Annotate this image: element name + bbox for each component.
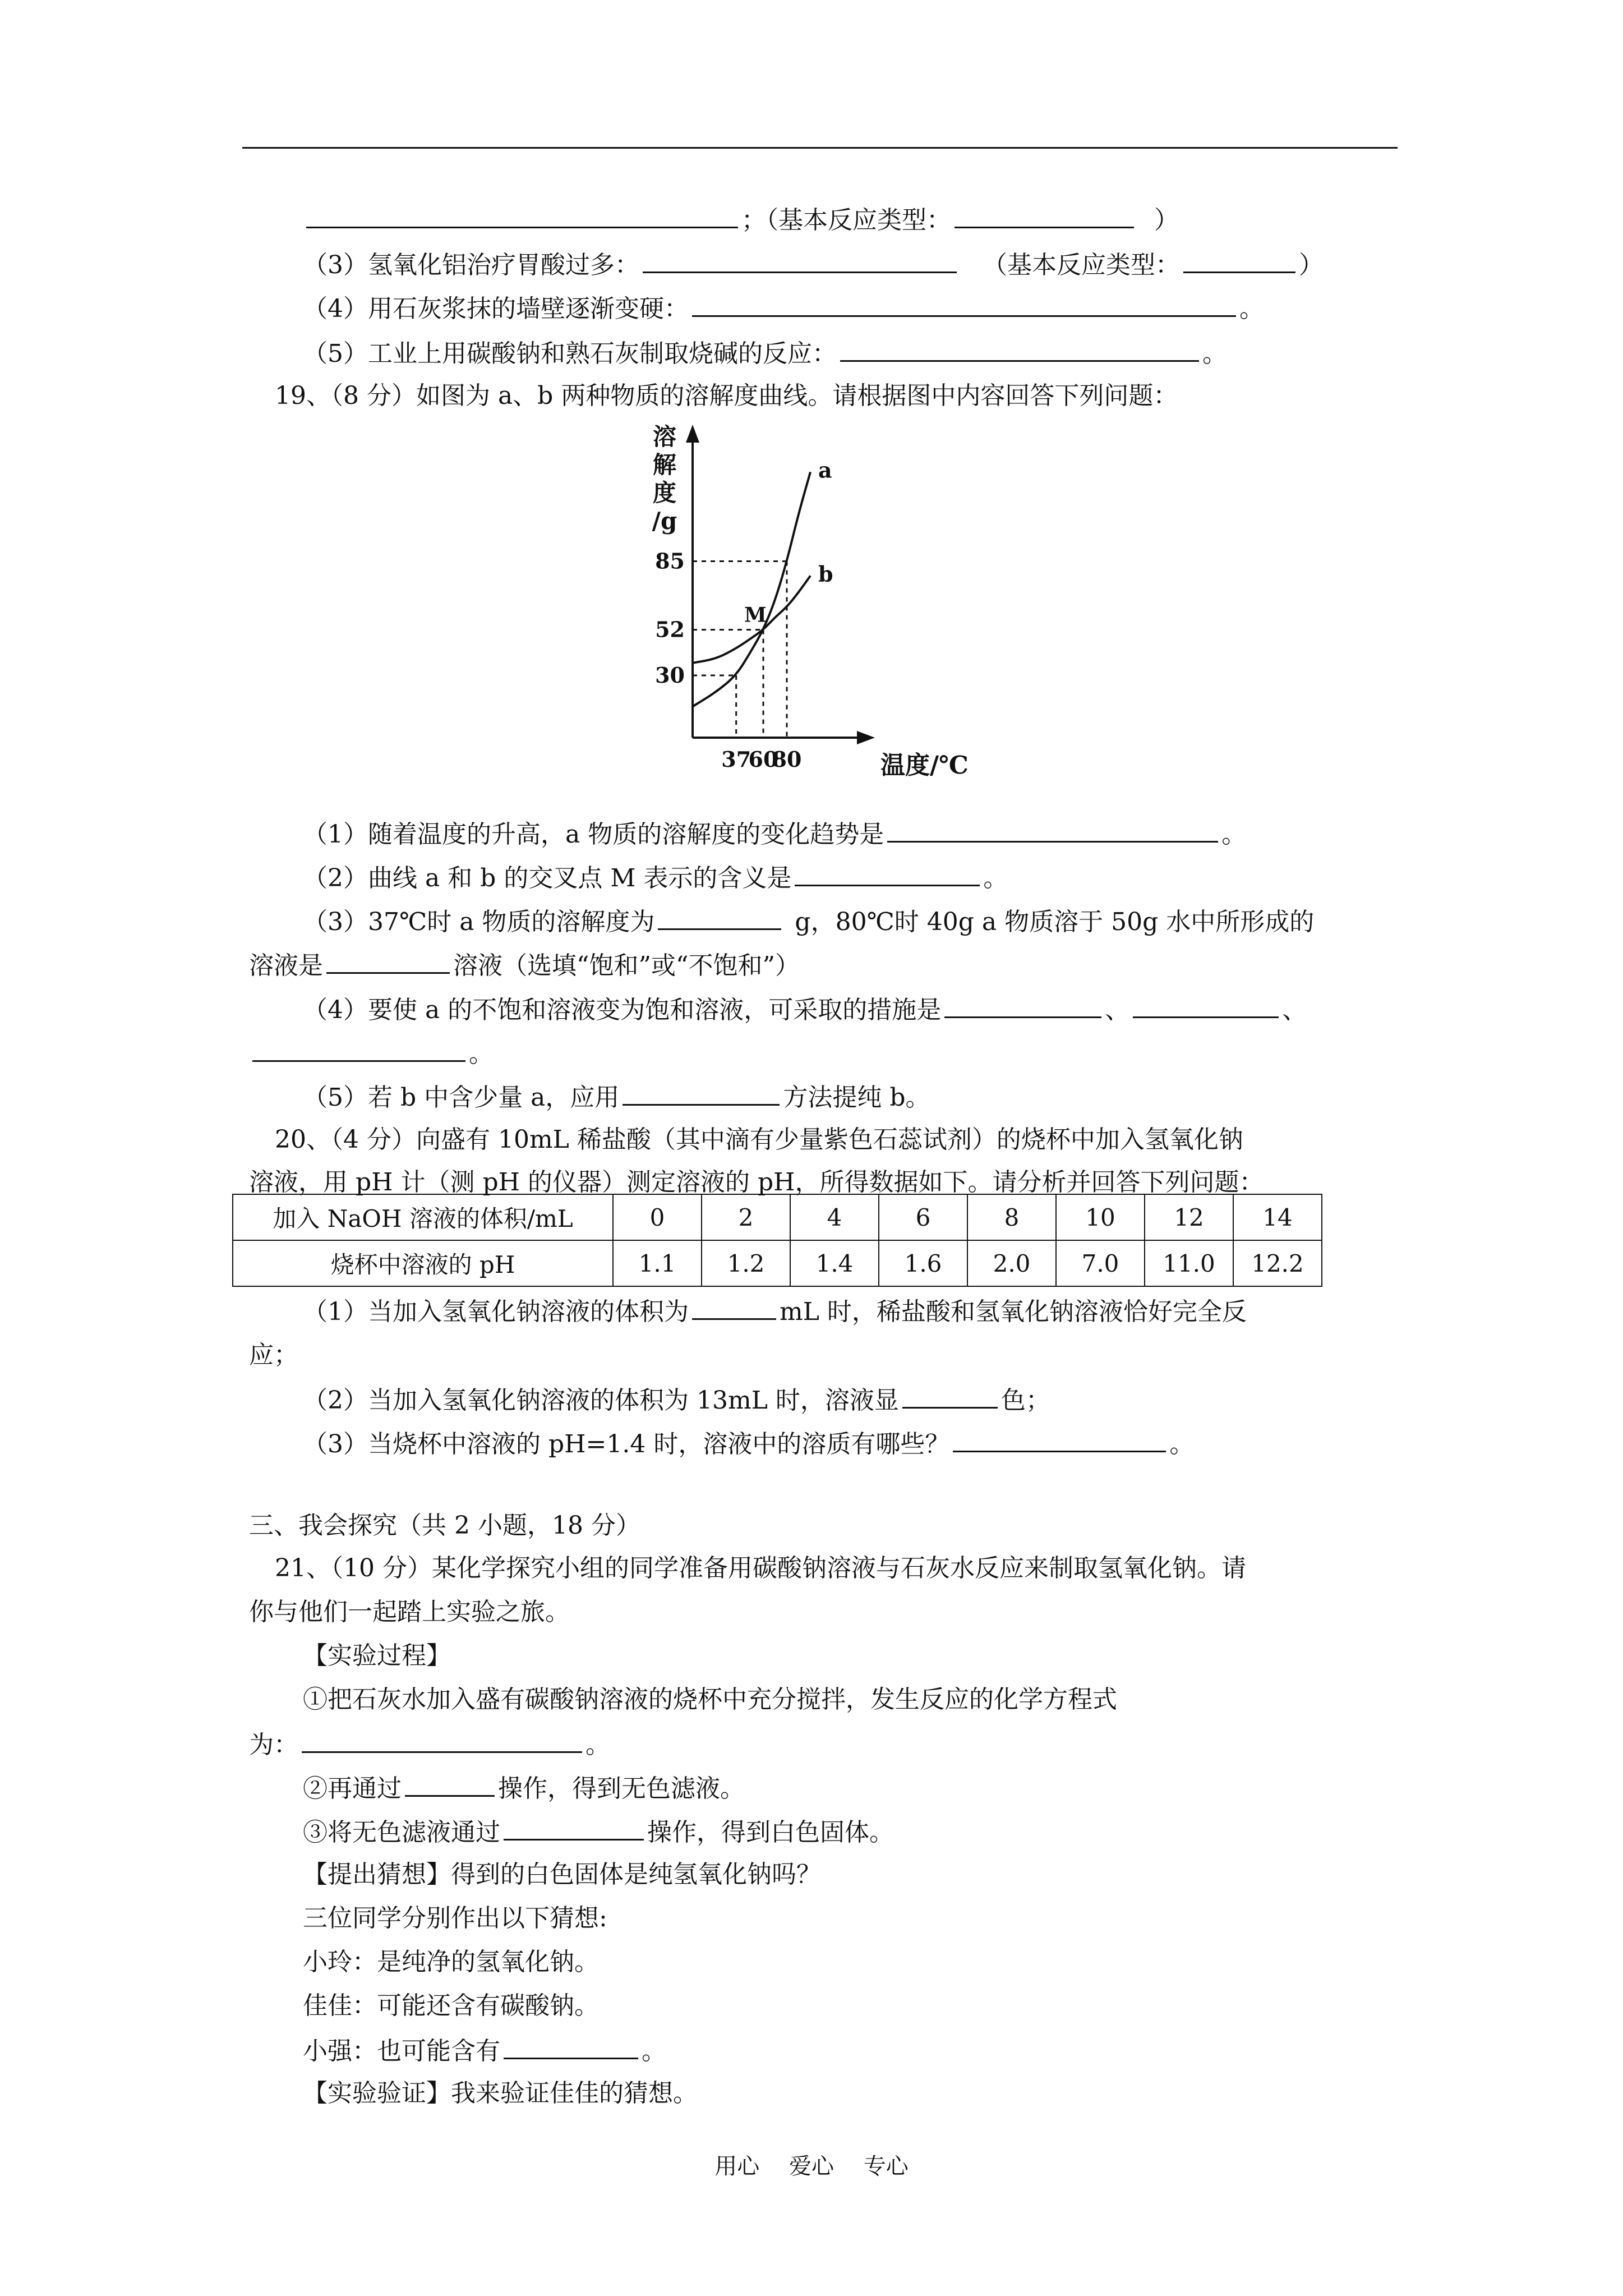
table-cell: 1.2 [702, 1240, 790, 1286]
answer-blank[interactable] [953, 1426, 1166, 1452]
table-cell: 0 [613, 1194, 702, 1240]
y-axis-label: 度 [652, 479, 677, 507]
table-cell: 2.0 [967, 1240, 1056, 1286]
answer-blank[interactable] [504, 2033, 638, 2059]
series-a-label: a [818, 457, 832, 483]
q21-stem-1: 21、（10 分）某化学探究小组的同学准备用碳酸钠溶液与石灰水反应来制取氢氧化钠。请 [275, 1554, 1246, 1582]
table-header-cell: 加入 NaOH 溶液的体积/mL [233, 1194, 613, 1240]
chart-series [693, 472, 810, 706]
x-axis-label: 温度/℃ [880, 751, 969, 780]
answer-blank[interactable] [692, 291, 1236, 317]
q20-1: （1）当加入氢氧化钠溶液的体积为 mL 时，稀盐酸和氢氧化钠溶液恰好完全反 [303, 1294, 1247, 1329]
q18-4: （4）用石灰浆抹的墙壁逐渐变硬： 。 [303, 291, 1264, 326]
table-cell: 7.0 [1056, 1240, 1145, 1286]
exp-process-heading: 【实验过程】 [303, 1641, 451, 1670]
table-cell: 14 [1233, 1194, 1322, 1240]
answer-blank[interactable] [405, 1770, 495, 1797]
x-tick-label: 37 [721, 747, 751, 772]
answer-blank[interactable] [326, 947, 450, 974]
q21-stem-2: 你与他们一起踏上实验之旅。 [249, 1598, 570, 1626]
guess-xiaoqiang: 小强：也可能含有 。 [303, 2033, 666, 2068]
x-axis-arrow [857, 731, 875, 744]
y-axis-label: /g [652, 507, 677, 535]
y-tick-label: 52 [655, 616, 685, 642]
q19-3-cont: 溶液是 溶液（选填“饱和”或“不饱和”） [249, 947, 800, 983]
q18-line-1: ；（基本反应类型： ） [303, 202, 1179, 237]
step-3: ③将无色滤液通过 操作，得到白色固体。 [303, 1814, 894, 1849]
table-cell: 1.4 [790, 1240, 879, 1286]
x-tick-label: 80 [772, 747, 802, 772]
answer-blank[interactable] [306, 202, 738, 228]
answer-blank[interactable] [623, 1079, 780, 1106]
table-cell: 12.2 [1233, 1240, 1322, 1286]
q19-4-cont: 。 [249, 1036, 494, 1071]
q19-3: （3）37℃时 a 物质的溶解度为 g，80℃时 40g a 物质溶于 50g 水中所形成的 [303, 904, 1314, 939]
q18-5: （5）工业上用碳酸钠和熟石灰制取烧碱的反应： 。 [303, 335, 1227, 371]
q19-5: （5）若 b 中含少量 a，应用 方法提纯 b。 [303, 1079, 930, 1115]
answer-blank[interactable] [840, 335, 1199, 362]
y-tick-label: 85 [655, 548, 685, 574]
table-cell: 1.6 [879, 1240, 967, 1286]
answer-blank[interactable] [692, 1294, 776, 1320]
ph-data-table [232, 1194, 1322, 1287]
series-b-label: b [818, 561, 833, 587]
y-axis-label: 溶 [652, 423, 677, 450]
table-cell: 6 [879, 1194, 967, 1240]
answer-blank[interactable] [504, 1814, 644, 1841]
guess-jiajia: 佳佳：可能还含有碳酸钠。 [303, 1991, 599, 2020]
table-cell: 1.1 [613, 1240, 702, 1286]
q18-3: （3）氢氧化铝治疗胃酸过多： （基本反应类型： ） [303, 247, 1324, 282]
y-axis-arrow [686, 425, 699, 443]
table-cell: 11.0 [1145, 1240, 1233, 1286]
table-cell: 12 [1145, 1194, 1233, 1240]
table-cell: 2 [702, 1194, 790, 1240]
chart-guides [693, 562, 787, 738]
table-cell: 10 [1056, 1194, 1145, 1240]
q20-1-cont: 应； [249, 1341, 298, 1369]
three-students: 三位同学分别作出以下猜想: [303, 1904, 607, 1932]
q20-stem-2: 溶液，用 pH 计（测 pH 的仪器）测定溶液的 pH，所得数据如下。请分析并回答下列问题： [249, 1168, 1264, 1197]
step-2: ②再通过 操作，得到无色滤液。 [303, 1770, 745, 1806]
answer-blank[interactable] [955, 202, 1134, 228]
answer-blank[interactable] [902, 1382, 998, 1409]
answer-blank[interactable] [643, 247, 957, 273]
answer-blank[interactable] [252, 1036, 465, 1062]
y-tick-label: 30 [655, 662, 685, 688]
answer-blank[interactable] [658, 904, 781, 930]
q20-2: （2）当加入氢氧化钠溶液的体积为 13mL 时，溶液显 色； [303, 1382, 1050, 1418]
answer-blank[interactable] [795, 860, 980, 886]
q19-2: （2）曲线 a 和 b 的交叉点 M 表示的含义是 。 [303, 860, 1008, 895]
q20-stem-1: 20、（4 分）向盛有 10mL 稀盐酸（其中滴有少量紫色石蕊试剂）的烧杯中加入氢氧化钠 [275, 1125, 1243, 1154]
q19-1: （1）随着温度的升高，a 物质的溶解度的变化趋势是 。 [303, 816, 1246, 852]
hypothesis-heading: 【提出猜想】得到的白色固体是纯氢氧化钠吗？ [303, 1860, 821, 1889]
answer-blank[interactable] [302, 1727, 582, 1753]
table-row [233, 1240, 1322, 1286]
answer-blank[interactable] [1133, 992, 1279, 1018]
intersection-label: M [744, 603, 767, 627]
y-axis-label: 解 [652, 451, 677, 478]
answer-blank[interactable] [1183, 247, 1295, 273]
step-1-cont: 为： 。 [249, 1727, 610, 1762]
solubility-chart [639, 418, 976, 799]
answer-blank[interactable] [887, 816, 1218, 843]
table-cell: 8 [967, 1194, 1056, 1240]
verify-heading: 【实验验证】我来验证佳佳的猜想。 [303, 2079, 698, 2108]
section-3-title: 三、我会探究（共 2 小题，18 分） [249, 1511, 640, 1540]
step-1: ①把石灰水加入盛有碳酸钠溶液的烧杯中充分搅拌，发生反应的化学方程式 [303, 1685, 1117, 1714]
page-footer: 用心 爱心 专心 [714, 2154, 909, 2179]
series-a-curve [693, 472, 810, 706]
x-tick-label: 60 [748, 747, 778, 772]
table-header-cell: 烧杯中溶液的 pH [233, 1240, 613, 1286]
q19-4: （4）要使 a 的不饱和溶液变为饱和溶液，可采取的措施是 、 、 [303, 992, 1307, 1027]
guess-xiaoling: 小玲：是纯净的氢氧化钠。 [303, 1948, 599, 1976]
q19-stem: 19、（8 分）如图为 a、b 两种物质的溶解度曲线。请根据图中内容回答下列问题： [275, 381, 1178, 410]
q20-3: （3）当烧杯中溶液的 pH=1.4 时，溶液中的溶质有哪些？ 。 [303, 1426, 1194, 1461]
answer-blank[interactable] [944, 992, 1101, 1018]
table-cell: 4 [790, 1194, 879, 1240]
header-rule [242, 147, 1398, 149]
table-row [233, 1194, 1322, 1240]
